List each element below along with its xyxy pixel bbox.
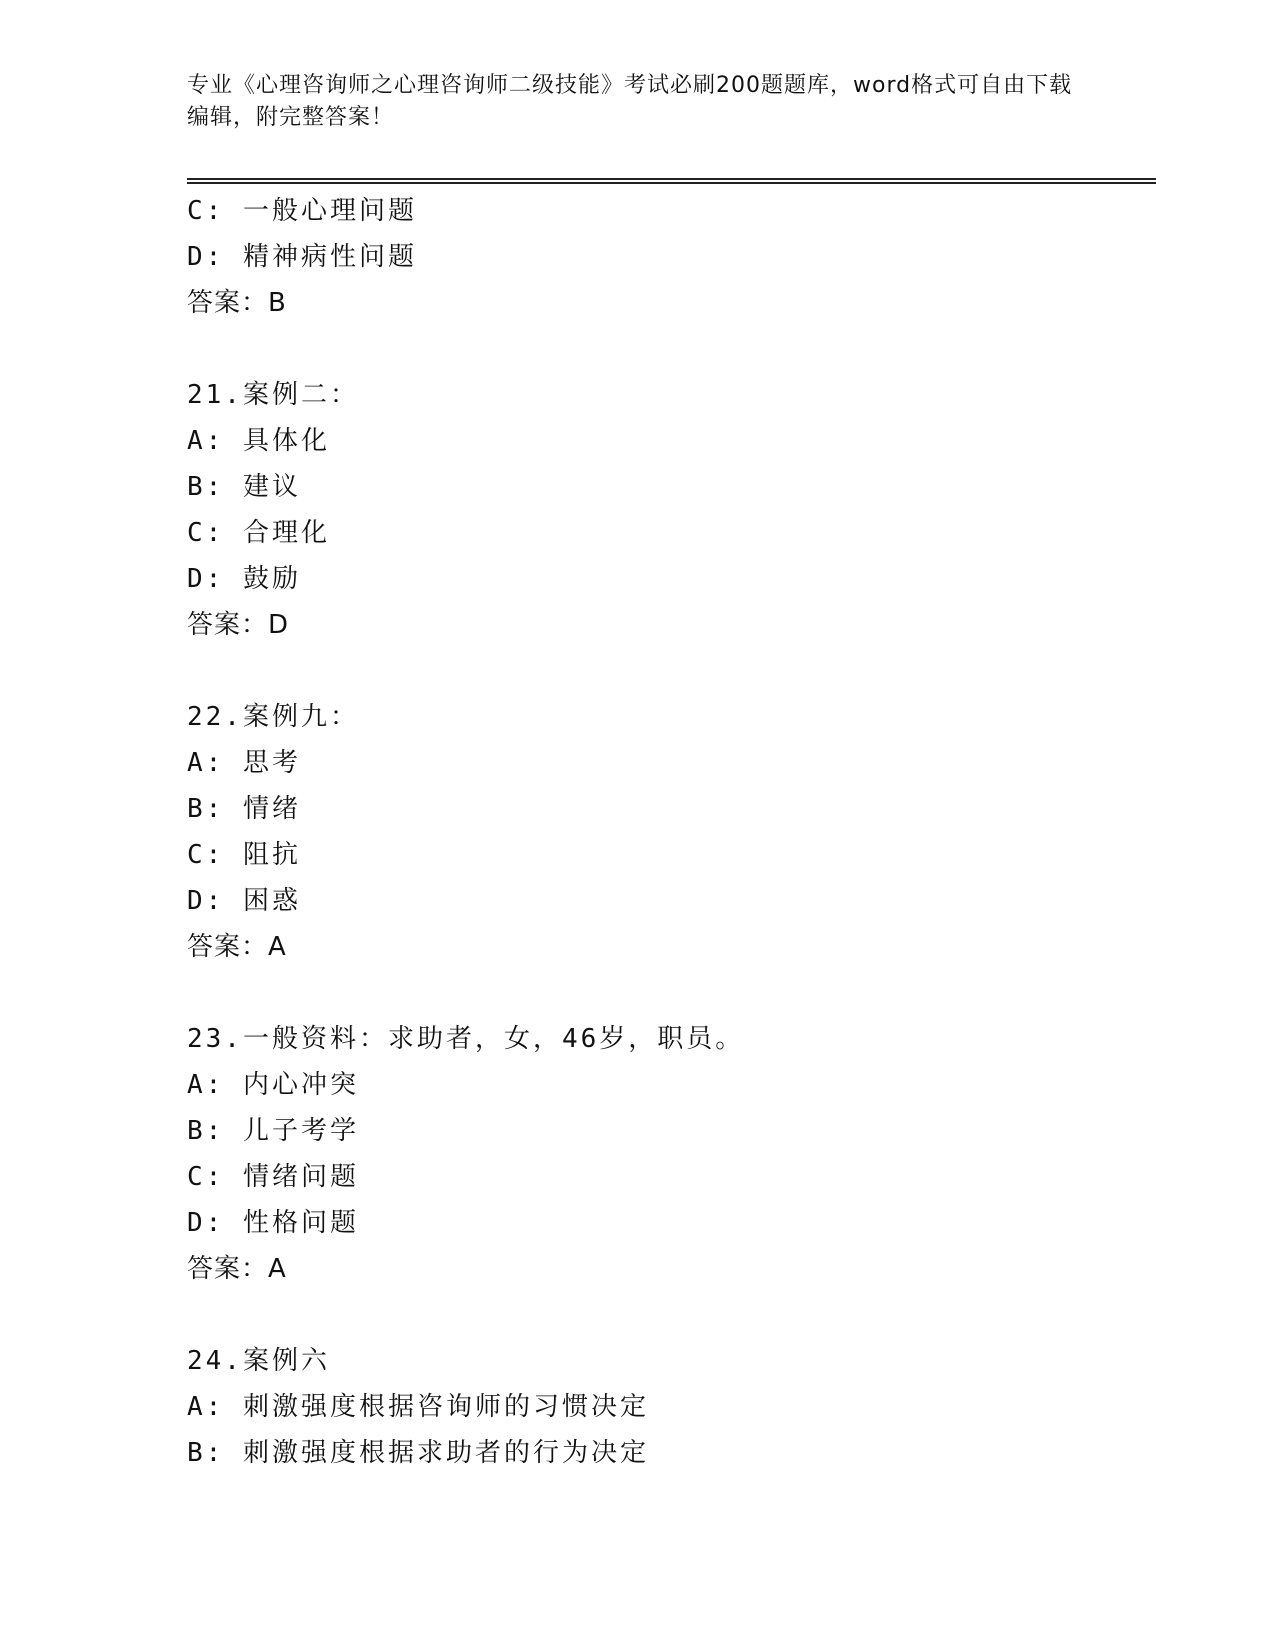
header-rule (187, 178, 1156, 184)
option-b: B: 刺激强度根据求助者的行为决定 (187, 1438, 649, 1468)
option-d: D: 精神病性问题 (187, 242, 417, 272)
question-title: 24.案例六 (187, 1346, 330, 1376)
question-title: 22.案例九： (187, 702, 359, 732)
option-d: D: 鼓励 (187, 564, 301, 594)
option-a: A: 刺激强度根据咨询师的习惯决定 (187, 1392, 649, 1422)
option-a: A: 思考 (187, 748, 301, 778)
option-b: B: 建议 (187, 472, 301, 502)
question-title: 21.案例二： (187, 380, 359, 410)
option-a: A: 内心冲突 (187, 1070, 359, 1100)
option-c: C: 情绪问题 (187, 1162, 359, 1192)
option-c: C: 一般心理问题 (187, 196, 417, 226)
document-header: 专业《心理咨询师之心理咨询师二级技能》考试必刷200题题库，word格式可自由下载编辑，附完整答案！ (187, 73, 1073, 130)
option-b: B: 情绪 (187, 794, 301, 824)
question-list (187, 188, 1156, 1476)
answer-line: 答案：A (187, 932, 287, 962)
option-c: C: 合理化 (187, 518, 330, 548)
option-d: D: 困惑 (187, 886, 301, 916)
answer-line: 答案：B (187, 288, 287, 318)
option-c: C: 阻抗 (187, 840, 301, 870)
answer-line: 答案：A (187, 1254, 287, 1284)
option-d: D: 性格问题 (187, 1208, 359, 1238)
option-a: A: 具体化 (187, 426, 330, 456)
question-title: 23.一般资料：求助者，女，46岁，职员。 (187, 1024, 745, 1054)
answer-line: 答案：D (187, 610, 290, 640)
option-b: B: 儿子考学 (187, 1116, 359, 1146)
